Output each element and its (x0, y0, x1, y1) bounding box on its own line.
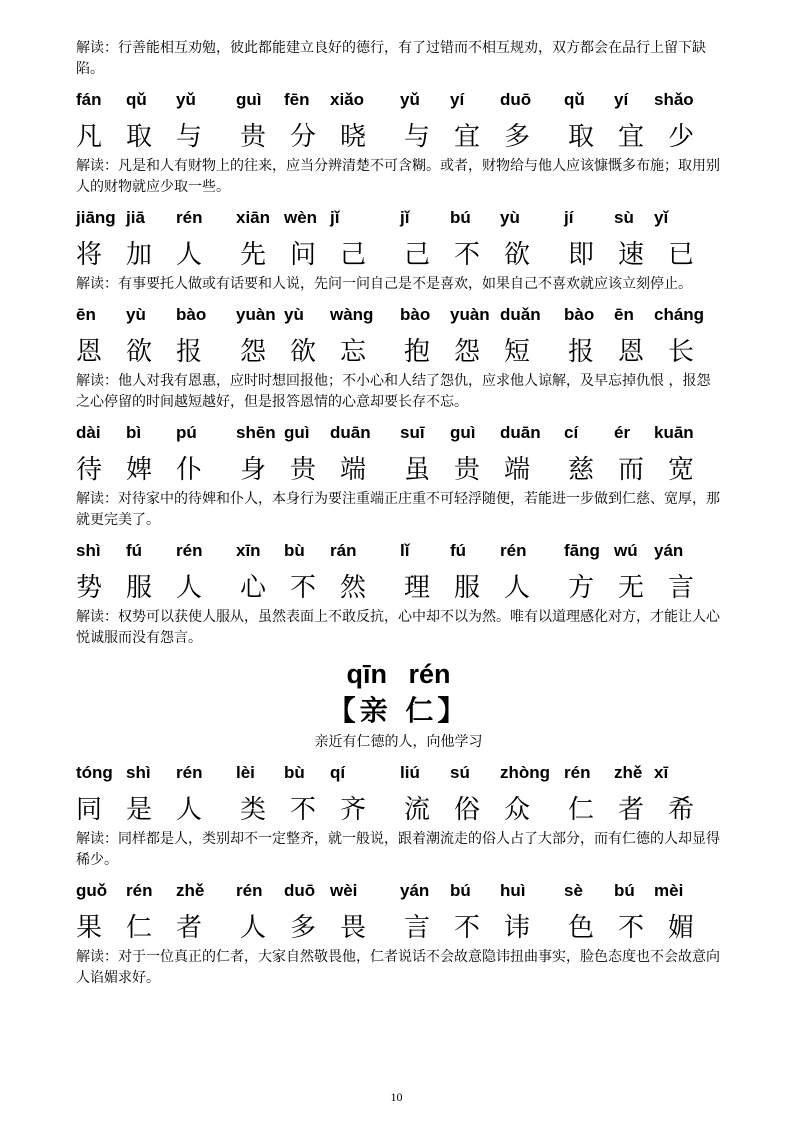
verse-character: 同 (76, 795, 103, 825)
pinyin-syllable: bù (284, 763, 305, 782)
verse-line (76, 118, 721, 156)
pinyin-syllable: guì (236, 90, 262, 109)
verse-character: 宜 (454, 122, 481, 152)
pinyin-syllable: rén (500, 541, 527, 560)
pinyin-syllable: rén (564, 763, 591, 782)
verse-character: 加 (126, 240, 153, 270)
pinyin-line (76, 90, 721, 112)
verse-character: 人 (176, 795, 203, 825)
explanation-text: 解读：有事要托人做或有话要和人说，先问一问自己是不是喜欢，如果自己不喜欢就应该立刻停止。 (76, 276, 692, 292)
verse-character: 凡 (76, 122, 103, 152)
verse-character: 仆 (176, 455, 203, 485)
verse-character: 端 (504, 455, 531, 485)
verse-character: 心 (240, 573, 267, 603)
verse-group-1 (76, 90, 721, 649)
pinyin-syllable: bào (564, 305, 595, 324)
verse-character: 人 (240, 913, 267, 943)
pinyin-syllable: jǐ (330, 208, 340, 227)
pinyin-syllable: wú (614, 541, 638, 560)
verse-character: 取 (568, 122, 595, 152)
pinyin-syllable: duō (500, 90, 532, 109)
verse-character: 齐 (340, 795, 367, 825)
verse-line (76, 451, 721, 489)
verse-character: 果 (76, 913, 103, 943)
verse-character: 先 (240, 240, 267, 270)
pinyin-syllable: yuàn (450, 305, 490, 324)
verse-character: 宜 (618, 122, 645, 152)
pinyin-syllable: shēn (236, 423, 276, 442)
pinyin-syllable: duān (330, 423, 371, 442)
verse-character: 短 (504, 337, 531, 367)
pinyin-syllable: qǔ (126, 90, 147, 109)
verse-character: 无 (618, 573, 645, 603)
pinyin-syllable: lǐ (400, 541, 410, 560)
section-subtitle: 亲近有仁德的人，向他学习 (314, 734, 483, 750)
verse-character: 抱 (404, 337, 431, 367)
verse-character: 希 (668, 795, 695, 825)
pinyin-syllable: rén (176, 763, 203, 782)
pinyin-syllable: kuān (654, 423, 694, 442)
section-title: 【亲 仁】 (327, 694, 470, 727)
pinyin-syllable: huì (500, 881, 526, 900)
verse-character: 恩 (76, 337, 103, 367)
verse-character: 报 (176, 337, 203, 367)
pinyin-syllable: suī (400, 423, 425, 442)
verse-character: 而 (618, 455, 645, 485)
pinyin-syllable: liú (400, 763, 420, 782)
verse-line (76, 236, 721, 274)
verse-character: 欲 (290, 337, 317, 367)
explanation-text: 解读：凡是和人有财物上的往来，应当分辨清楚不可含糊。或者，财物给与他人应该慷慨多布施；取用别人的财物就应少取一些。 (76, 158, 720, 195)
verse-group-2 (76, 763, 721, 989)
pinyin-syllable: yǐ (654, 208, 669, 227)
pinyin-syllable: xīn (236, 541, 261, 560)
pinyin-syllable: sú (450, 763, 470, 782)
verse-character: 贵 (454, 455, 481, 485)
verse-character: 报 (568, 337, 595, 367)
verse-character: 贵 (290, 455, 317, 485)
pinyin-syllable: bú (614, 881, 635, 900)
verse-character: 不 (290, 795, 317, 825)
verse-character: 速 (618, 240, 645, 270)
pinyin-syllable: duān (500, 423, 541, 442)
pinyin-syllable: sè (564, 881, 583, 900)
verse-character: 已 (668, 240, 695, 270)
pinyin-syllable: bú (450, 208, 471, 227)
verse-character: 己 (404, 240, 431, 270)
verse-character: 理 (404, 573, 431, 603)
pinyin-syllable: bào (176, 305, 207, 324)
verse-character: 即 (568, 240, 595, 270)
pinyin-syllable: guǒ (76, 881, 108, 900)
pinyin-syllable: yǔ (400, 90, 420, 109)
pinyin-line (76, 208, 721, 230)
pinyin-syllable: yí (450, 90, 465, 109)
verse-character: 人 (176, 573, 203, 603)
verse-character: 长 (668, 337, 695, 367)
verse-character: 然 (340, 573, 367, 603)
verse-character: 人 (176, 240, 203, 270)
pinyin-syllable: bì (126, 423, 142, 442)
verse-character: 贵 (240, 122, 267, 152)
pinyin-syllable: dài (76, 423, 101, 442)
explanation-text: 解读：对待家中的待婢和仆人，本身行为要注重端正庄重不可轻浮随便，若能进一步做到仁慈、宽厚，那就更完美了。 (76, 491, 720, 528)
pinyin-syllable: zhě (614, 763, 643, 782)
verse-character: 身 (240, 455, 267, 485)
pinyin-syllable: shì (126, 763, 151, 782)
verse-character: 类 (240, 795, 267, 825)
pinyin-syllable: xiǎo (330, 90, 365, 109)
pinyin-syllable: mèi (654, 881, 684, 900)
pinyin-syllable: zhě (176, 881, 205, 900)
explanation-text: 解读：对于一位真正的仁者，大家自然敬畏他，仁者说话不会故意隐讳扭曲事实，脸色态度也不会故意向人谄媚求好。 (76, 949, 720, 986)
verse-character: 与 (404, 122, 431, 152)
verse-character: 端 (340, 455, 367, 485)
verse-line (76, 791, 721, 829)
pinyin-syllable: jiā (126, 208, 145, 227)
pinyin-syllable: wèn (284, 208, 318, 227)
pinyin-syllable: qí (330, 763, 346, 782)
verse-character: 媚 (668, 913, 695, 943)
pinyin-syllable: xī (654, 763, 669, 782)
verse-character: 待 (76, 455, 103, 485)
explanation-text: 解读：同样都是人，类别却不一定整齐，就一般说，跟着潮流走的俗人占了大部分，而有仁德的人却显得稀少。 (76, 831, 720, 868)
verse-character: 婢 (126, 455, 153, 485)
verse-character: 人 (504, 573, 531, 603)
pinyin-syllable: wàng (330, 305, 374, 324)
document-page (76, 38, 721, 989)
verse-character: 虽 (404, 455, 431, 485)
explanation-text: 解读：权势可以获使人服从，虽然表面上不敢反抗，心中却不以为然。唯有以道理感化对方，才能让人心悦诚服而没有怨言。 (76, 609, 720, 646)
verse-character: 问 (290, 240, 317, 270)
pinyin-syllable: zhòng (500, 763, 551, 782)
verse-character: 晓 (340, 122, 367, 152)
pinyin-syllable: shì (76, 541, 101, 560)
pinyin-syllable: jǐ (400, 208, 410, 227)
pinyin-syllable: cháng (654, 305, 705, 324)
verse-character: 仁 (126, 913, 153, 943)
verse-character: 己 (340, 240, 367, 270)
pinyin-syllable: rén (176, 208, 203, 227)
pinyin-syllable: rén (236, 881, 263, 900)
pinyin-syllable: qǔ (564, 90, 585, 109)
pinyin-syllable: tóng (76, 763, 113, 782)
pinyin-syllable: yí (614, 90, 629, 109)
verse-character: 俗 (454, 795, 481, 825)
verse-character: 与 (176, 122, 203, 152)
pinyin-syllable: duǎn (500, 305, 541, 324)
pinyin-syllable: yù (126, 305, 146, 324)
explanation-text: 解读：行善能相互劝勉，彼此都能建立良好的德行，有了过错而不相互规劝，双方都会在品行上留下缺陷。 (76, 40, 706, 77)
verse-character: 慈 (568, 455, 595, 485)
pinyin-syllable: yù (284, 305, 304, 324)
pinyin-syllable: pú (176, 423, 197, 442)
verse-character: 恩 (618, 337, 645, 367)
verse-character: 欲 (126, 337, 153, 367)
pinyin-syllable: wèi (330, 881, 358, 900)
pinyin-syllable: fán (76, 90, 102, 109)
verse-character: 宽 (668, 455, 695, 485)
verse-character: 多 (290, 913, 317, 943)
verse-character: 者 (176, 913, 203, 943)
pinyin-syllable: yù (500, 208, 520, 227)
pinyin-syllable: cí (564, 423, 579, 442)
verse-character: 流 (404, 795, 431, 825)
pinyin-syllable: yǔ (176, 90, 196, 109)
pinyin-syllable: ér (614, 423, 631, 442)
verse-character: 众 (504, 795, 531, 825)
pinyin-syllable: ēn (614, 305, 634, 324)
pinyin-line (76, 423, 721, 445)
verse-character: 言 (668, 573, 695, 603)
verse-character: 仁 (568, 795, 595, 825)
pinyin-syllable: bù (284, 541, 305, 560)
pinyin-syllable: xiān (236, 208, 271, 227)
verse-line (76, 333, 721, 371)
verse-character: 方 (568, 573, 595, 603)
pinyin-syllable: guì (450, 423, 476, 442)
verse-character: 少 (668, 122, 695, 152)
pinyin-line (76, 881, 721, 903)
verse-character: 讳 (504, 913, 531, 943)
verse-character: 不 (454, 913, 481, 943)
verse-character: 取 (126, 122, 153, 152)
pinyin-syllable: sù (614, 208, 634, 227)
pinyin-syllable: fēn (284, 90, 310, 109)
verse-character: 服 (126, 573, 153, 603)
pinyin-syllable: fú (450, 541, 467, 560)
verse-character: 欲 (504, 240, 531, 270)
verse-character: 怨 (240, 337, 267, 367)
pinyin-syllable: jí (564, 208, 574, 227)
section-pinyin: qīn rén (346, 659, 451, 689)
verse-character: 不 (290, 573, 317, 603)
pinyin-syllable: bào (400, 305, 431, 324)
pinyin-line (76, 541, 721, 563)
pinyin-syllable: shǎo (654, 90, 694, 109)
pinyin-syllable: bú (450, 881, 471, 900)
verse-character: 将 (76, 240, 103, 270)
pinyin-syllable: fú (126, 541, 143, 560)
pinyin-syllable: rán (330, 541, 357, 560)
pinyin-syllable: duō (284, 881, 316, 900)
verse-character: 言 (404, 913, 431, 943)
page-number: 10 (390, 1090, 403, 1104)
pinyin-syllable: yán (400, 881, 430, 900)
verse-character: 服 (454, 573, 481, 603)
verse-character: 忘 (340, 337, 367, 367)
verse-character: 色 (568, 913, 595, 943)
pinyin-line (76, 763, 721, 785)
verse-character: 多 (504, 122, 531, 152)
pinyin-line (76, 305, 721, 327)
pinyin-syllable: yuàn (236, 305, 276, 324)
pinyin-syllable: lèi (236, 763, 255, 782)
verse-character: 分 (290, 122, 317, 152)
explanation-text: 解读：他人对我有恩惠，应时时想回报他；不小心和人结了怨仇，应求他人谅解，及早忘掉仇恨 ，报怨之心停留的时间越短越好，但是报答恩情的心意却要长存不忘。 (76, 373, 711, 410)
verse-character: 不 (618, 913, 645, 943)
verse-character: 是 (126, 795, 153, 825)
verse-character: 势 (76, 573, 103, 603)
pinyin-syllable: rén (126, 881, 153, 900)
verse-line (76, 569, 721, 607)
verse-character: 不 (454, 240, 481, 270)
pinyin-syllable: yán (654, 541, 684, 560)
pinyin-syllable: jiāng (76, 208, 116, 227)
verse-character: 者 (618, 795, 645, 825)
pinyin-syllable: rén (176, 541, 203, 560)
pinyin-syllable: ēn (76, 305, 96, 324)
verse-line (76, 909, 721, 947)
pinyin-syllable: fāng (564, 541, 600, 560)
verse-character: 怨 (454, 337, 481, 367)
verse-character: 畏 (340, 913, 367, 943)
pinyin-syllable: guì (284, 423, 310, 442)
